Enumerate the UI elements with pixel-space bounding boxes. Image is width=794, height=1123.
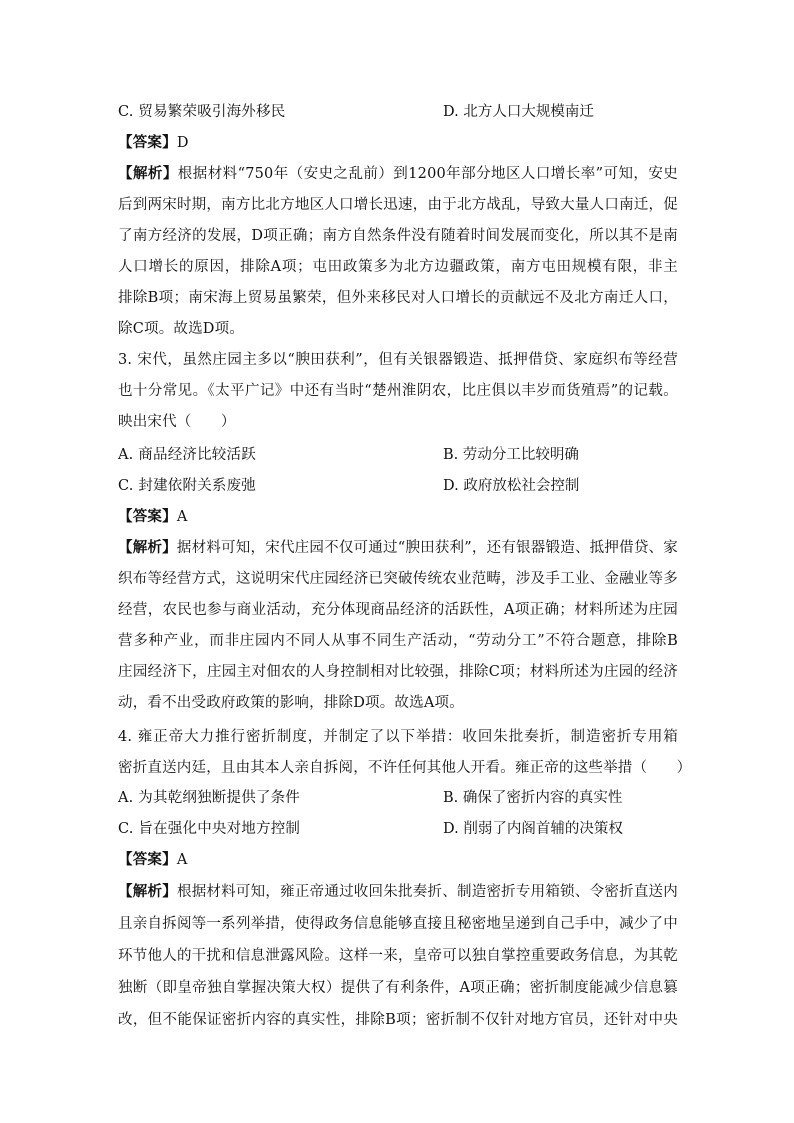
analysis-text: 据材料可知，宋代庄园不仅可通过“腴田获利”，还有银器锻造、抵押借贷、家 xyxy=(176,540,678,556)
analysis-text: 根据材料可知，雍正帝通过收回朱批奏折、制造密折专用箱锁、令密折直送内 xyxy=(176,884,678,900)
q4-stem-line-1: 4. 雍正帝大力推行密折制度，并制定了以下举措：收回朱批奏折，制造密折专用箱 xyxy=(118,729,678,745)
q3-analysis-line-1 xyxy=(118,538,678,558)
q2-option-c: C. 贸易繁荣吸引海外移民 xyxy=(118,104,286,120)
answer-tag: 【答案】 xyxy=(118,851,177,868)
q4-stem-line-2: 密折直送内廷，且由其本人亲自拆阅，不许任何其他人开看。雍正帝的这些举措（ ） xyxy=(118,760,692,776)
answer-value: D xyxy=(176,135,189,151)
q2-analysis-line-5: 排除B项；南宋海上贸易虽繁荣，但外来移民对人口增长的贡献远不及北方南迁人口， xyxy=(118,290,678,306)
answer-tag: 【答案】 xyxy=(118,508,177,525)
q3-analysis-line-3: 经营，农民也参与商业活动，充分体现商品经济的活跃性，A项正确；材料所述为庄园 xyxy=(118,602,678,618)
q4-answer xyxy=(118,850,678,870)
q4-option-c: C. 旨在强化中央对地方控制 xyxy=(118,821,301,837)
q4-analysis-line-2: 且亲自拆阅等一系列举措，使得政务信息能够直接且秘密地呈递到自己手中，减少了中 xyxy=(118,916,678,932)
q4-option-b: B. 确保了密折内容的真实性 xyxy=(443,790,623,806)
q2-analysis-line-3: 了南方经济的发展，D项正确；南方自然条件没有随着时间发展而变化，所以其不是南 xyxy=(118,228,678,244)
analysis-tag: 【解析】 xyxy=(118,165,178,182)
q3-analysis-line-4: 营多种产业，而非庄园内不同人从事不同生产活动，“劳动分工”不符合题意，排除B xyxy=(118,633,678,649)
q2-analysis-line-1 xyxy=(118,164,678,184)
q3-analysis-line-6: 动，看不出受政府政策的影响，排除D项。故选A项。 xyxy=(118,695,464,711)
answer-tag: 【答案】 xyxy=(118,134,177,151)
q4-analysis-line-3: 环节他人的干扰和信息泄露风险。这样一来，皇帝可以独自掌控重要政务信息，为其乾 xyxy=(118,948,678,964)
q2-analysis-line-6: 除C项。故选D项。 xyxy=(118,321,245,337)
q4-analysis-line-5: 改，但不能保证密折内容的真实性，排除B项；密折制不仅针对地方官员，还针对中央 xyxy=(118,1012,678,1028)
q4-option-a: A. 为其乾纲独断提供了条件 xyxy=(118,790,300,806)
q2-option-d: D. 北方人口大规模南迁 xyxy=(443,104,594,120)
q3-option-d: D. 政府放松社会控制 xyxy=(443,478,580,494)
analysis-text: 根据材料“750年（安史之乱前）到1200年部分地区人口增长率”可知，安史 xyxy=(177,166,678,182)
q3-stem-line-3: 映出宋代（ ） xyxy=(118,414,236,430)
q3-answer xyxy=(118,507,678,527)
answer-value: A xyxy=(176,852,188,868)
q2-analysis-line-4: 人口增长的原因，排除A项；屯田政策多为北方边疆政策，南方屯田规模有限，非主 xyxy=(118,259,678,275)
q3-stem-line-2: 也十分常见。《太平广记》中还有当时“楚州淮阴农，比庄俱以丰岁而货殖焉”的记载。 xyxy=(118,383,678,399)
q3-stem-line-1: 3. 宋代，虽然庄园主多以“腴田获利”，但有关银器锻造、抵押借贷、家庭织布等经营 xyxy=(118,352,678,368)
q4-option-d: D. 削弱了内阁首辅的决策权 xyxy=(443,821,623,837)
q2-analysis-line-2: 后到两宋时期，南方比北方地区人口增长迅速，由于北方战乱，导致大量人口南迁，促 xyxy=(118,197,678,213)
q3-option-a: A. 商品经济比较活跃 xyxy=(118,447,256,463)
q3-analysis-line-2: 织布等经营方式，这说明宋代庄园经济已突破传统农业范畴，涉及手工业、金融业等多 xyxy=(118,571,678,587)
answer-value: A xyxy=(176,509,188,525)
analysis-tag: 【解析】 xyxy=(118,883,177,900)
q4-analysis-line-1 xyxy=(118,882,678,902)
q3-option-c: C. 封建依附关系废弛 xyxy=(118,478,256,494)
q3-analysis-line-5: 庄园经济下，庄园主对佃农的人身控制相对比较强，排除C项；材料所述为庄园的经济 xyxy=(118,664,678,680)
analysis-tag: 【解析】 xyxy=(118,539,177,556)
q3-option-b: B. 劳动分工比较明确 xyxy=(443,447,579,463)
q2-answer xyxy=(118,133,678,153)
q4-analysis-line-4: 独断（即皇帝独自掌握决策大权）提供了有利条件，A项正确；密折制度能减少信息篡 xyxy=(118,980,678,996)
